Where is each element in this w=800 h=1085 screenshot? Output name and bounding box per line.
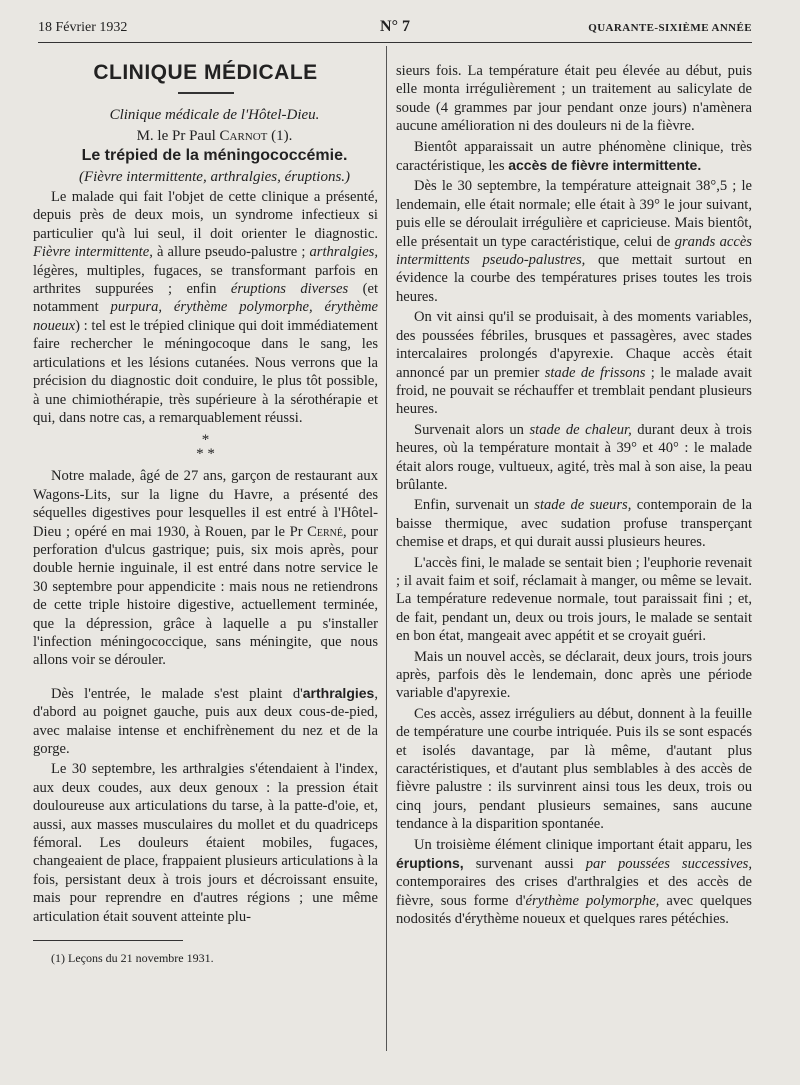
footnote-rule [33, 940, 183, 941]
issue-date: 18 Février 1932 [38, 20, 128, 35]
paragraph: Survenait alors un stade de chaleur, durant deux à trois heures, où la température montait à 39° et 40° : le malade était alors rouge, vultueux, agité, très mal à son aise, la peau brûlante. [396, 421, 752, 493]
paragraph: Un troisième élément clinique important était apparu, les éruptions, survenant aussi par poussées successives, contemporaires des crises d'arthralgies et des accès de fièvre, sous forme d'érythème polymorphe, avec quelques nodosités d'érythème noueux et quelques rares pétéchies. [396, 836, 753, 928]
paragraph: Dès le 30 septembre, la température atteignait 38°,5 ; le lendemain, elle était normale; elle était à 39° le jour suivant, puis elle se déroulait irrégulière et capricieuse. Mais bientôt, elle présentait un type caractéristique, celui de grands accès intermittents pseudo-palustres, que mettait surtout en évidence la courbe des températures prises toutes les trois heures. [396, 178, 752, 305]
column-divider [386, 46, 387, 1051]
paragraph: Le 30 septembre, les arthralgies s'étendaient à l'index, aux deux coudes, aux deux genoux : la pression était douloureuse aux articulations du tarse, à la patte-d'oie, et, aussi, aux masses musculaires du mollet et du quadriceps fémoral. Les douleurs étaient mobiles, fugaces, changeaient de place, frappaient plusieurs articulations à la fois, persistant deux à trois jours et décroissant ensuite, mais pour reprendre en d'autres régions ; une même articulation était souvent atteinte plu- [33, 761, 378, 925]
paragraph: L'accès fini, le malade se sentait bien ; l'euphorie revenait ; il avait faim et soif, réclamait à manger, ou même se levait. La température redevenue normale, tout paraissait fini ; et, de fait, pendant un, deux ou trois jours, le malade se sentait en bon état, mangeait avec appétit et se croyait guéri. [396, 554, 752, 645]
paragraph: Dès l'entrée, le malade s'est plaint d'arthralgies, d'abord au poignet gauche, puis aux deux cous-de-pied, avec malaise intense et enchifrènement du nez et de la gorge. [33, 684, 378, 757]
paragraph: Mais un nouvel accès, se déclarait, deux jours, trois jours après, parfois dès le lendemain, donc après une période variable d'apyrexie. [396, 648, 752, 702]
article-title-sub: (Fièvre intermittente, arthralgies, éruptions.) [78, 168, 351, 185]
paragraph: Le malade qui fait l'objet de cette clinique a présenté, depuis près de deux mois, un syndrome infectieux si particulier qu'à lui seul, il doit orienter le diagnostic. Fièvre intermittente, à allure pseudo-palustre ; arthralgies, légères, multiples, fugaces, se transformant parfois en arthrites suppurées ; enfin éruptions diverses (et notamment purpura, érythème polymorphe, érythème noueux) : tel est le trépied clinique qui doit immédiatement faire rechercher le méningocoque dans le sang, les articulations et les lésions cutanées. Nous verrons que la précision du diagnostic doit conduire, le plus tôt possible, à une chimiothérapie, très supérieure à la sérothérapie et qui, dans notre cas, a remarquablement réussi. [33, 189, 378, 426]
section-title: CLINIQUE MÉDICALE [93, 61, 318, 84]
right-column [396, 62, 752, 929]
article-subtitle: Clinique médicale de l'Hôtel-Dieu. [109, 107, 320, 124]
paragraph: Bientôt apparaissait un autre phénomène clinique, très caractéristique, les accès de fièvre intermittente. [396, 138, 752, 175]
left-column [33, 58, 378, 967]
volume-year: QUARANTE-SIXIÈME ANNÉE [588, 22, 752, 34]
paragraph: Ces accès, assez irréguliers au début, donnent à la feuille de température une courbe intriquée. Puis ils se sont espacés et isolés davantage, par là même, d'autant plus caractéristiques, et d'autant plus semblables à des accès de fièvre palustre : ils survinrent ainsi tous les deux, trois ou cinq jours, pendant plusieurs semaines, sans aucune tendance à la disparition spontanée. [396, 705, 752, 833]
page-header [38, 18, 752, 43]
paragraph: Enfin, survenait un stade de sueurs, contemporain de la baisse thermique, avec sudation profuse transperçant chemise et draps, et qui durait aussi plusieurs heures. [396, 497, 752, 551]
article-title: Le trépied de la méningococcémie. [81, 147, 348, 165]
title-rule [178, 92, 234, 94]
author-name: Carnot [219, 127, 268, 144]
paragraph: sieurs fois. La température était peu élevée au début, puis elle monta irrégulièrement ; un traitement au salicylate de soude (4 grammes par jour pendant onze jours) n'amènera aucune amélioration ni des douleurs ni de la fièvre. [396, 63, 752, 135]
issue-number: N° 7 [380, 18, 410, 35]
author-line: M. le Pr Paul Carnot (1). [136, 127, 293, 144]
footnote: (1) Leçons du 21 novembre 1931. [51, 951, 214, 966]
section-separator: * * * [196, 432, 215, 463]
paragraph: Notre malade, âgé de 27 ans, garçon de restaurant aux Wagons-Lits, sur la ligne du Havre, a présenté des séquelles digestives pour lesquelles il est entré à l'Hôtel-Dieu ; opéré en mai 1930, à Rouen, par le Pr Cerné, pour perforation d'ulcus gastrique; puis, six mois après, pour double hernie inguinale, il est entré dans notre service le 30 septembre pour appendicite : mais nous ne retiendrons de cette triple histoire digestive, actuellement terminée, que la dépression, grâce à laquelle a pu s'installer l'infection méningococcique, sans méningite, que nous allons voir se dérouler. [33, 468, 378, 669]
paragraph: On vit ainsi qu'il se produisait, à des moments variables, des poussées fébriles, brusques et passagères, avec stades intercalaires prolongés d'apyrexie. Chaque accès était annoncé par un premier stade de frissons ; le malade avait froid, ne pouvait se réchauffer et tremblait pendant plusieurs heures. [396, 309, 752, 418]
